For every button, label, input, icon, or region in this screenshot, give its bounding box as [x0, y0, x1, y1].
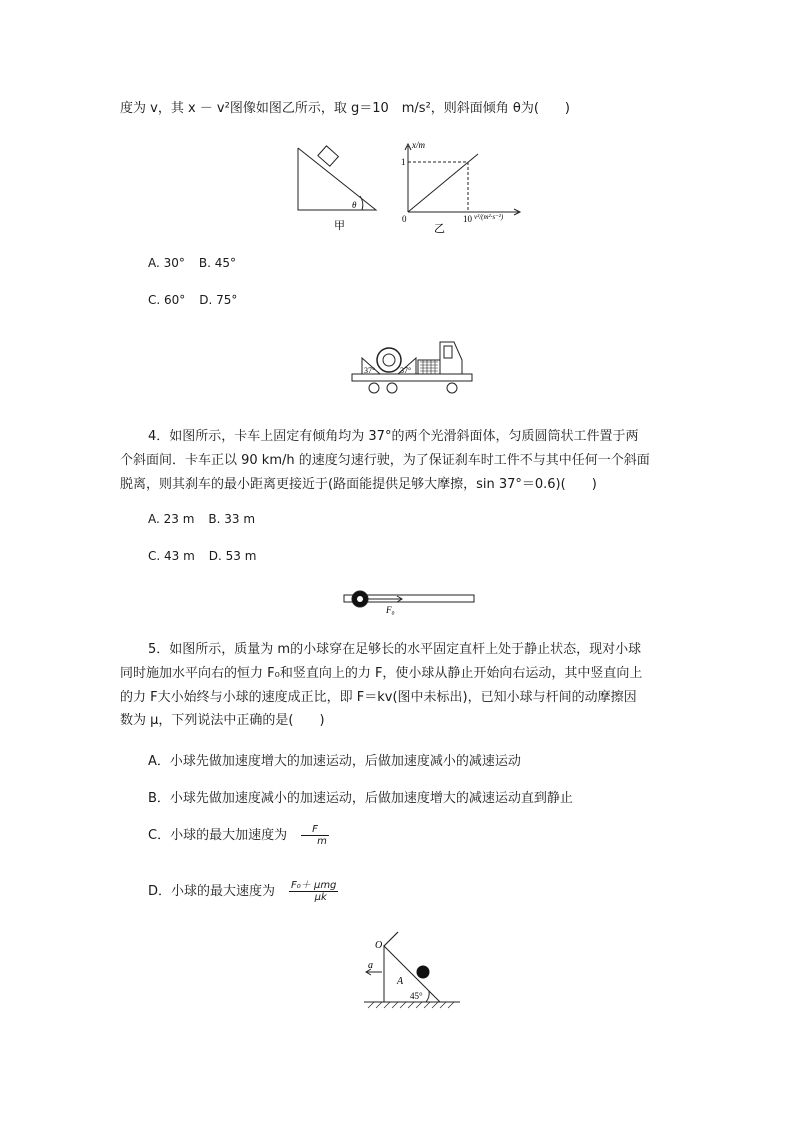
block-a-label: A	[397, 976, 404, 987]
figure-truck	[350, 336, 476, 398]
q5-stem-line-4: 数为 μ，下列说法中正确的是( )	[120, 713, 325, 728]
q5-option-b[interactable]: B．小球先做加速度减小的加速运动，后做加速度增大的减速运动直到静止	[148, 791, 573, 806]
q5-stem-line-2: 同时施加水平向右的恒力 F₀和竖直向上的力 F，使小球从静止开始向右运动，其中竖直向上	[120, 666, 643, 681]
engine-grille	[420, 360, 438, 374]
q4-stem-line-3: 脱离，则其刹车的最小距离更接近于(路面能提供足够大摩擦，sin 37°＝0.6)( )	[120, 477, 597, 492]
q5-option-d-text: D．小球的最大速度为	[148, 884, 276, 899]
figure-jia-caption: 甲	[334, 220, 345, 232]
q5-option-d-fraction	[289, 880, 338, 903]
string	[384, 932, 398, 946]
q5-stem-line-3: 的力 F大小始终与小球的速度成正比，即 F＝kv(图中未标出)，已知小球与杆间的动摩擦因	[120, 690, 637, 705]
q5-stem-line-1: 5．如图所示，质量为 m的小球穿在足够长的水平固定直杆上处于静止状态，现对小球	[148, 642, 642, 657]
truck-bed	[352, 374, 472, 381]
q5-option-c-numerator: F	[301, 824, 329, 836]
q3-option-a[interactable]: A. 30°	[148, 256, 185, 270]
wheel-3	[447, 383, 457, 393]
q4-stem-line-2: 个斜面间．卡车正以 90 km/h 的速度匀速行驶，为了保证刹车时工件不与其中任何一个斜面	[120, 453, 650, 468]
wheel-2	[387, 383, 397, 393]
x-tick-label: 10	[463, 214, 472, 224]
q5-option-c-fraction	[301, 824, 329, 847]
x-axis-label: v²/(m²·s⁻²)	[474, 213, 504, 221]
cylinder-inner	[383, 354, 395, 366]
figure-yi-caption: 乙	[434, 223, 445, 235]
angle-45-arc	[426, 991, 429, 1002]
cab-window	[444, 346, 452, 358]
cylinder-outer	[377, 348, 401, 372]
q3-stem: 度为 v，其 x － v²图像如图乙所示，取 g＝10 m/s²，则斜面倾角 θ为( )	[120, 101, 571, 116]
theta-label: θ	[352, 200, 357, 210]
q4-option-d[interactable]: D. 53 m	[208, 549, 257, 563]
q5-option-c-denominator: m	[317, 836, 327, 847]
origin-label: 0	[402, 214, 407, 224]
q5-option-c-text: C．小球的最大加速度为	[148, 828, 288, 843]
y-axis-label: x/m	[412, 140, 425, 150]
q3-option-d[interactable]: D. 75°	[199, 293, 238, 307]
figure-block-a	[362, 928, 462, 1010]
figure-jia-incline	[292, 142, 384, 234]
q3-options-row-1	[148, 256, 236, 270]
q5-option-d[interactable]	[148, 880, 338, 903]
q3-option-c[interactable]: C. 60°	[148, 293, 186, 307]
q3-options-row-2	[148, 293, 237, 307]
q4-option-b[interactable]: B. 33 m	[208, 512, 256, 526]
angle-45-label: 45°	[410, 991, 423, 1001]
right-angle-label: 37°	[400, 366, 412, 375]
q4-option-a[interactable]: A. 23 m	[148, 512, 195, 526]
wheel-1	[369, 383, 379, 393]
q4-options-row-2	[148, 549, 256, 563]
q5-option-c[interactable]	[148, 824, 329, 847]
force-label: F₀	[386, 605, 395, 615]
q3-option-b[interactable]: B. 45°	[198, 256, 237, 270]
accel-label: a	[368, 960, 373, 971]
figure-ball-rod	[342, 588, 478, 616]
block-on-incline	[318, 146, 339, 166]
ground-hatching	[368, 1002, 454, 1008]
point-o-label: O	[375, 940, 383, 951]
q5-option-d-denominator: μk	[314, 892, 327, 903]
q4-stem-line-1: 4．如图所示，卡车上固定有倾角均为 37°的两个光滑斜面体，匀质圆筒状工件置于两	[148, 429, 639, 444]
y-tick-label: 1	[401, 157, 406, 167]
q5-option-d-numerator: F₀＋ μmg	[291, 880, 337, 891]
left-angle-label: 37°	[364, 366, 376, 375]
figure-yi-graph	[396, 140, 536, 236]
q5-option-a[interactable]: A．小球先做加速度增大的加速运动，后做加速度减小的减速运动	[148, 754, 521, 769]
ball-center	[357, 596, 363, 602]
q4-options-row-1	[148, 512, 255, 526]
ball-on-incline	[417, 966, 430, 979]
q4-option-c[interactable]: C. 43 m	[148, 549, 195, 563]
